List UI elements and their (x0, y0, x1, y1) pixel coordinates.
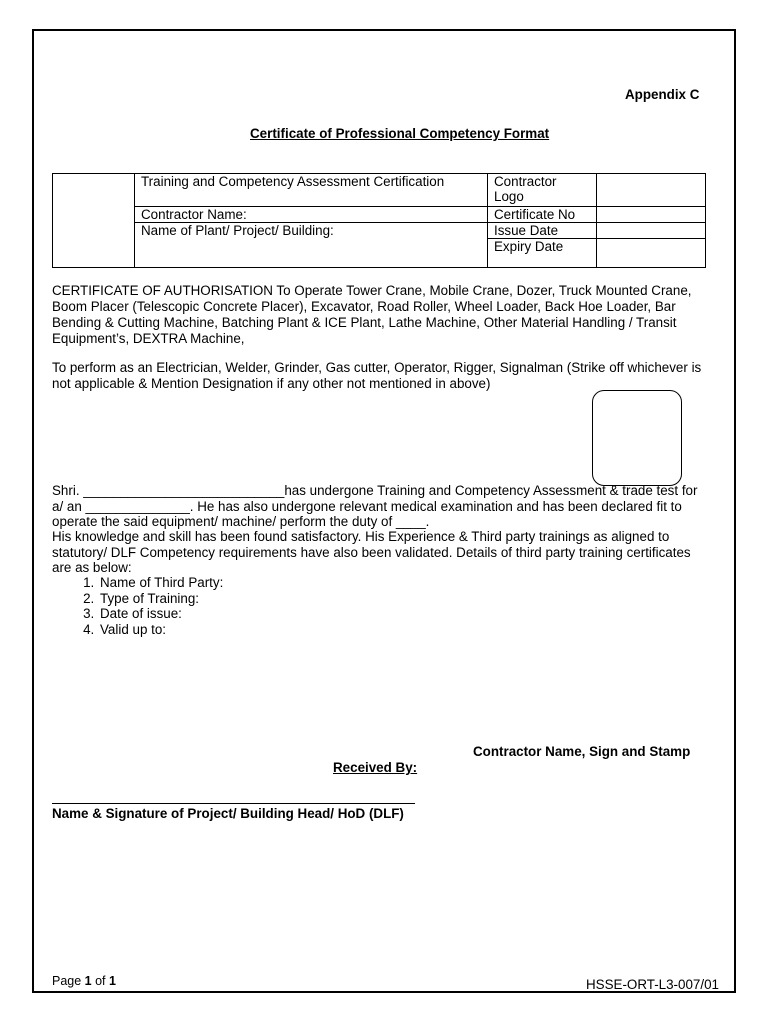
perform-as-paragraph: To perform as an Electrician, Welder, Grinder, Gas cutter, Operator, Rigger, Signalman (Strike off whichever is not applicable & Mention Designation if any other not mentioned in above) (52, 360, 702, 391)
certificate-no-value[interactable] (597, 207, 706, 223)
page-of: of (91, 974, 109, 988)
knowledge-paragraph: His knowledge and skill has been found satisfactory. His Experience & Third party trainings as aligned to statutory/ DLF Competency requirements have also been validated. Details of third party training certificates are as below: (52, 529, 691, 575)
page-label: Page (52, 974, 85, 988)
appendix-label: Appendix C (625, 87, 700, 102)
signature-line (52, 803, 415, 804)
list-item: 3. Date of issue: (98, 606, 223, 622)
page-total: 1 (109, 974, 116, 988)
list-item: 2. Type of Training: (98, 591, 223, 607)
authorisation-paragraph: CERTIFICATE OF AUTHORISATION To Operate Tower Crane, Mobile Crane, Dozer, Truck Mounted Crane, Boom Placer (Telescopic Concrete Placer), Excavator, Road Roller, Wheel Loader, Back Hoe Loader, Bar Bending & Cutting Machine, Batching Plant & ICE Plant, Lathe Machine, Other Material Handling / Transit Equipment’s, DEXTRA Machine, (52, 283, 692, 346)
issue-date-value[interactable] (597, 223, 706, 239)
page-number (52, 974, 116, 988)
hod-signature-label: Name & Signature of Project/ Building Head/ HoD (DLF) (52, 806, 404, 821)
photo-cell (53, 174, 135, 268)
expiry-date-label: Expiry Date (488, 239, 597, 268)
training-cert-cell: Training and Competency Assessment Certification (135, 174, 488, 207)
plant-project-label: Name of Plant/ Project/ Building: (135, 223, 488, 268)
contractor-logo-value[interactable] (597, 174, 706, 207)
list-item: 1. Name of Third Party: (98, 575, 223, 591)
contractor-name-label: Contractor Name: (135, 207, 488, 223)
shri-paragraph: Shri. ___________________________has undergone Training and Competency Assessment & trade test for a/ an ______________. He has also undergone relevant medical examination and has been declared fit to operate the said equipment/ machine/ perform the duty of ____. (52, 483, 698, 529)
certificate-no-label: Certificate No (488, 207, 597, 223)
issue-date-label: Issue Date (488, 223, 597, 239)
page-current: 1 (84, 974, 92, 988)
contractor-logo-label: Contractor Logo (488, 174, 597, 207)
certificate-header-table (52, 173, 706, 268)
expiry-date-value[interactable] (597, 239, 706, 268)
contractor-sign-label: Contractor Name, Sign and Stamp (473, 744, 691, 759)
list-item: 4. Valid up to: (98, 622, 223, 638)
photo-placeholder (592, 390, 682, 486)
received-by-label: Received By: (333, 760, 418, 775)
third-party-list (52, 575, 223, 637)
certificate-title: Certificate of Professional Competency Format (250, 126, 550, 141)
document-reference: HSSE-ORT-L3-007/01 (586, 977, 719, 992)
